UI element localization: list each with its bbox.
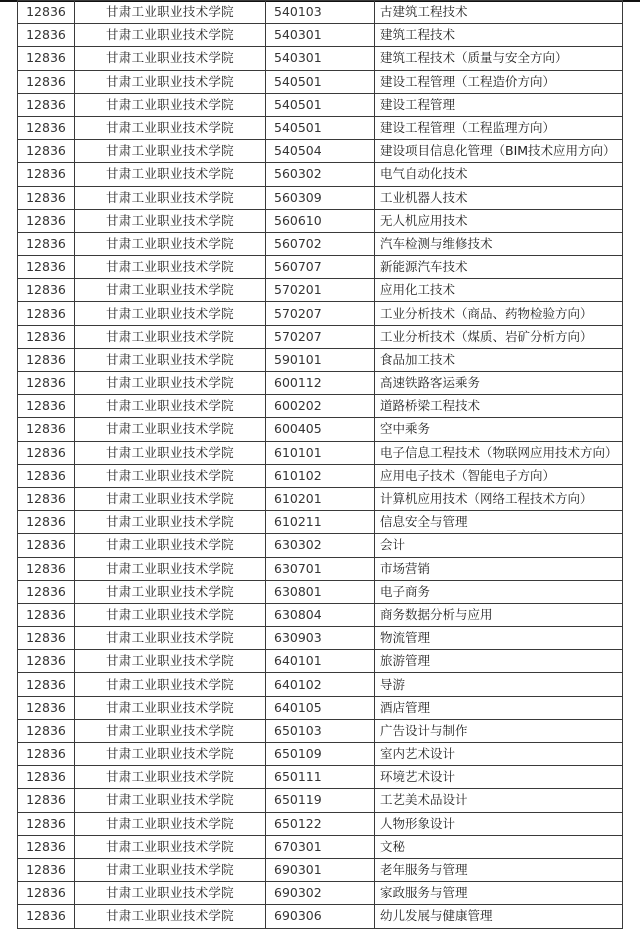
document-page [17, 0, 623, 929]
table-row [18, 835, 623, 858]
table-row [18, 905, 623, 928]
table-row [18, 279, 623, 302]
table-row [18, 395, 623, 418]
school-code-cell: 12836 [18, 70, 75, 93]
major-name-cell: 无人机应用技术 [375, 209, 623, 232]
school-code-cell: 12836 [18, 325, 75, 348]
school-code-cell: 12836 [18, 650, 75, 673]
school-code-cell: 12836 [18, 789, 75, 812]
school-code-cell: 12836 [18, 835, 75, 858]
major-name-cell: 新能源汽车技术 [375, 256, 623, 279]
school-code-cell: 12836 [18, 673, 75, 696]
school-code-cell: 12836 [18, 627, 75, 650]
major-name-cell: 工业分析技术（煤质、岩矿分析方向） [375, 325, 623, 348]
major-name-cell: 老年服务与管理 [375, 858, 623, 881]
table-row [18, 789, 623, 812]
major-code-cell: 640105 [266, 696, 375, 719]
major-name-cell: 市场营销 [375, 557, 623, 580]
table-row [18, 650, 623, 673]
school-code-cell: 12836 [18, 279, 75, 302]
table-row [18, 627, 623, 650]
school-name-cell: 甘肃工业职业技术学院 [75, 47, 266, 70]
school-name-cell: 甘肃工业职业技术学院 [75, 882, 266, 905]
major-name-cell: 商务数据分析与应用 [375, 603, 623, 626]
school-name-cell: 甘肃工业职业技术学院 [75, 603, 266, 626]
major-code-cell: 640101 [266, 650, 375, 673]
school-code-cell: 12836 [18, 186, 75, 209]
major-name-cell: 旅游管理 [375, 650, 623, 673]
table-row [18, 534, 623, 557]
school-name-cell: 甘肃工业职业技术学院 [75, 627, 266, 650]
major-name-cell: 高速铁路客运乘务 [375, 372, 623, 395]
school-name-cell: 甘肃工业职业技术学院 [75, 395, 266, 418]
school-name-cell: 甘肃工业职业技术学院 [75, 673, 266, 696]
table-row [18, 348, 623, 371]
table-row [18, 163, 623, 186]
school-code-cell: 12836 [18, 905, 75, 928]
major-code-cell: 650109 [266, 743, 375, 766]
school-name-cell: 甘肃工业职业技术学院 [75, 743, 266, 766]
school-name-cell: 甘肃工业职业技术学院 [75, 534, 266, 557]
school-code-cell: 12836 [18, 534, 75, 557]
table-row [18, 209, 623, 232]
school-name-cell: 甘肃工业职业技术学院 [75, 696, 266, 719]
major-name-cell: 室内艺术设计 [375, 743, 623, 766]
major-name-cell: 导游 [375, 673, 623, 696]
major-code-cell: 570207 [266, 302, 375, 325]
school-code-cell: 12836 [18, 487, 75, 510]
major-name-cell: 家政服务与管理 [375, 882, 623, 905]
school-name-cell: 甘肃工业职业技术学院 [75, 209, 266, 232]
major-code-cell: 610102 [266, 464, 375, 487]
table-row [18, 24, 623, 47]
school-name-cell: 甘肃工业职业技术学院 [75, 256, 266, 279]
school-code-cell: 12836 [18, 140, 75, 163]
school-name-cell: 甘肃工业职业技术学院 [75, 163, 266, 186]
major-code-cell: 560702 [266, 232, 375, 255]
major-code-cell: 540501 [266, 70, 375, 93]
major-name-cell: 空中乘务 [375, 418, 623, 441]
table-row [18, 557, 623, 580]
major-code-cell: 540504 [266, 140, 375, 163]
table-row [18, 116, 623, 139]
major-code-cell: 540501 [266, 93, 375, 116]
major-code-cell: 540301 [266, 24, 375, 47]
major-name-cell: 文秘 [375, 835, 623, 858]
major-code-cell: 560610 [266, 209, 375, 232]
table-row [18, 70, 623, 93]
school-name-cell: 甘肃工业职业技术学院 [75, 511, 266, 534]
table-row [18, 418, 623, 441]
school-code-cell: 12836 [18, 24, 75, 47]
major-code-cell: 630302 [266, 534, 375, 557]
school-name-cell: 甘肃工业职业技术学院 [75, 24, 266, 47]
major-name-cell: 食品加工技术 [375, 348, 623, 371]
major-name-cell: 计算机应用技术（网络工程技术方向） [375, 487, 623, 510]
school-name-cell: 甘肃工业职业技术学院 [75, 302, 266, 325]
school-name-cell: 甘肃工业职业技术学院 [75, 580, 266, 603]
table-row [18, 47, 623, 70]
table-row [18, 302, 623, 325]
school-code-cell: 12836 [18, 441, 75, 464]
table-row [18, 580, 623, 603]
school-code-cell: 12836 [18, 580, 75, 603]
school-name-cell: 甘肃工业职业技术学院 [75, 1, 266, 24]
major-name-cell: 建筑工程技术 [375, 24, 623, 47]
major-code-cell: 650111 [266, 766, 375, 789]
major-name-cell: 建筑工程技术（质量与安全方向） [375, 47, 623, 70]
school-name-cell: 甘肃工业职业技术学院 [75, 232, 266, 255]
major-code-cell: 540103 [266, 1, 375, 24]
table-row [18, 603, 623, 626]
school-code-cell: 12836 [18, 256, 75, 279]
school-code-cell: 12836 [18, 209, 75, 232]
major-code-cell: 670301 [266, 835, 375, 858]
major-name-cell: 道路桥梁工程技术 [375, 395, 623, 418]
table-row [18, 673, 623, 696]
school-name-cell: 甘肃工业职业技术学院 [75, 789, 266, 812]
majors-table [17, 0, 623, 929]
table-row [18, 93, 623, 116]
school-name-cell: 甘肃工业职业技术学院 [75, 70, 266, 93]
school-code-cell: 12836 [18, 603, 75, 626]
major-name-cell: 环境艺术设计 [375, 766, 623, 789]
school-name-cell: 甘肃工业职业技术学院 [75, 93, 266, 116]
major-name-cell: 汽车检测与维修技术 [375, 232, 623, 255]
school-code-cell: 12836 [18, 719, 75, 742]
table-row [18, 766, 623, 789]
school-name-cell: 甘肃工业职业技术学院 [75, 905, 266, 928]
major-code-cell: 570201 [266, 279, 375, 302]
school-code-cell: 12836 [18, 348, 75, 371]
school-name-cell: 甘肃工业职业技术学院 [75, 279, 266, 302]
school-name-cell: 甘肃工业职业技术学院 [75, 116, 266, 139]
table-row [18, 464, 623, 487]
school-code-cell: 12836 [18, 418, 75, 441]
major-code-cell: 630701 [266, 557, 375, 580]
school-code-cell: 12836 [18, 511, 75, 534]
table-row [18, 858, 623, 881]
table-row [18, 696, 623, 719]
major-code-cell: 590101 [266, 348, 375, 371]
major-code-cell: 690306 [266, 905, 375, 928]
school-code-cell: 12836 [18, 163, 75, 186]
major-code-cell: 560302 [266, 163, 375, 186]
major-code-cell: 630804 [266, 603, 375, 626]
major-code-cell: 610101 [266, 441, 375, 464]
major-code-cell: 560309 [266, 186, 375, 209]
table-row [18, 882, 623, 905]
school-code-cell: 12836 [18, 232, 75, 255]
table-row [18, 232, 623, 255]
school-code-cell: 12836 [18, 882, 75, 905]
major-code-cell: 630903 [266, 627, 375, 650]
major-code-cell: 600112 [266, 372, 375, 395]
major-code-cell: 650103 [266, 719, 375, 742]
table-row [18, 325, 623, 348]
school-code-cell: 12836 [18, 1, 75, 24]
school-name-cell: 甘肃工业职业技术学院 [75, 140, 266, 163]
school-code-cell: 12836 [18, 116, 75, 139]
school-name-cell: 甘肃工业职业技术学院 [75, 325, 266, 348]
major-name-cell: 电子信息工程技术（物联网应用技术方向） [375, 441, 623, 464]
table-row [18, 256, 623, 279]
major-name-cell: 建设工程管理（工程造价方向） [375, 70, 623, 93]
major-name-cell: 信息安全与管理 [375, 511, 623, 534]
school-name-cell: 甘肃工业职业技术学院 [75, 557, 266, 580]
school-name-cell: 甘肃工业职业技术学院 [75, 186, 266, 209]
table-row [18, 719, 623, 742]
school-code-cell: 12836 [18, 557, 75, 580]
school-name-cell: 甘肃工业职业技术学院 [75, 766, 266, 789]
major-name-cell: 应用电子技术（智能电子方向） [375, 464, 623, 487]
major-code-cell: 540301 [266, 47, 375, 70]
table-row [18, 743, 623, 766]
major-code-cell: 540501 [266, 116, 375, 139]
school-name-cell: 甘肃工业职业技术学院 [75, 835, 266, 858]
school-name-cell: 甘肃工业职业技术学院 [75, 487, 266, 510]
table-row [18, 140, 623, 163]
major-code-cell: 600202 [266, 395, 375, 418]
school-code-cell: 12836 [18, 395, 75, 418]
major-name-cell: 电子商务 [375, 580, 623, 603]
major-code-cell: 610211 [266, 511, 375, 534]
table-row [18, 441, 623, 464]
table-row [18, 812, 623, 835]
major-name-cell: 酒店管理 [375, 696, 623, 719]
school-code-cell: 12836 [18, 812, 75, 835]
school-code-cell: 12836 [18, 464, 75, 487]
major-code-cell: 570207 [266, 325, 375, 348]
major-name-cell: 建设项目信息化管理（BIM技术应用方向） [375, 140, 623, 163]
major-code-cell: 630801 [266, 580, 375, 603]
major-name-cell: 工艺美术品设计 [375, 789, 623, 812]
school-code-cell: 12836 [18, 93, 75, 116]
majors-table-body [18, 1, 623, 929]
school-name-cell: 甘肃工业职业技术学院 [75, 348, 266, 371]
major-name-cell: 会计 [375, 534, 623, 557]
school-name-cell: 甘肃工业职业技术学院 [75, 858, 266, 881]
major-code-cell: 560707 [266, 256, 375, 279]
school-code-cell: 12836 [18, 372, 75, 395]
school-name-cell: 甘肃工业职业技术学院 [75, 372, 266, 395]
major-code-cell: 610201 [266, 487, 375, 510]
school-code-cell: 12836 [18, 302, 75, 325]
school-code-cell: 12836 [18, 858, 75, 881]
major-name-cell: 人物形象设计 [375, 812, 623, 835]
school-name-cell: 甘肃工业职业技术学院 [75, 719, 266, 742]
school-code-cell: 12836 [18, 696, 75, 719]
table-row [18, 372, 623, 395]
table-row [18, 511, 623, 534]
school-code-cell: 12836 [18, 743, 75, 766]
school-code-cell: 12836 [18, 47, 75, 70]
major-code-cell: 640102 [266, 673, 375, 696]
major-code-cell: 600405 [266, 418, 375, 441]
table-row [18, 1, 623, 24]
major-name-cell: 建设工程管理（工程监理方向） [375, 116, 623, 139]
major-name-cell: 工业分析技术（商品、药物检验方向） [375, 302, 623, 325]
major-name-cell: 广告设计与制作 [375, 719, 623, 742]
major-code-cell: 690301 [266, 858, 375, 881]
school-name-cell: 甘肃工业职业技术学院 [75, 418, 266, 441]
school-name-cell: 甘肃工业职业技术学院 [75, 812, 266, 835]
table-row [18, 186, 623, 209]
school-name-cell: 甘肃工业职业技术学院 [75, 464, 266, 487]
major-code-cell: 650122 [266, 812, 375, 835]
school-name-cell: 甘肃工业职业技术学院 [75, 650, 266, 673]
major-name-cell: 古建筑工程技术 [375, 1, 623, 24]
major-name-cell: 电气自动化技术 [375, 163, 623, 186]
major-name-cell: 工业机器人技术 [375, 186, 623, 209]
major-code-cell: 650119 [266, 789, 375, 812]
major-name-cell: 物流管理 [375, 627, 623, 650]
school-code-cell: 12836 [18, 766, 75, 789]
major-code-cell: 690302 [266, 882, 375, 905]
major-name-cell: 幼儿发展与健康管理 [375, 905, 623, 928]
table-row [18, 487, 623, 510]
major-name-cell: 应用化工技术 [375, 279, 623, 302]
school-name-cell: 甘肃工业职业技术学院 [75, 441, 266, 464]
major-name-cell: 建设工程管理 [375, 93, 623, 116]
